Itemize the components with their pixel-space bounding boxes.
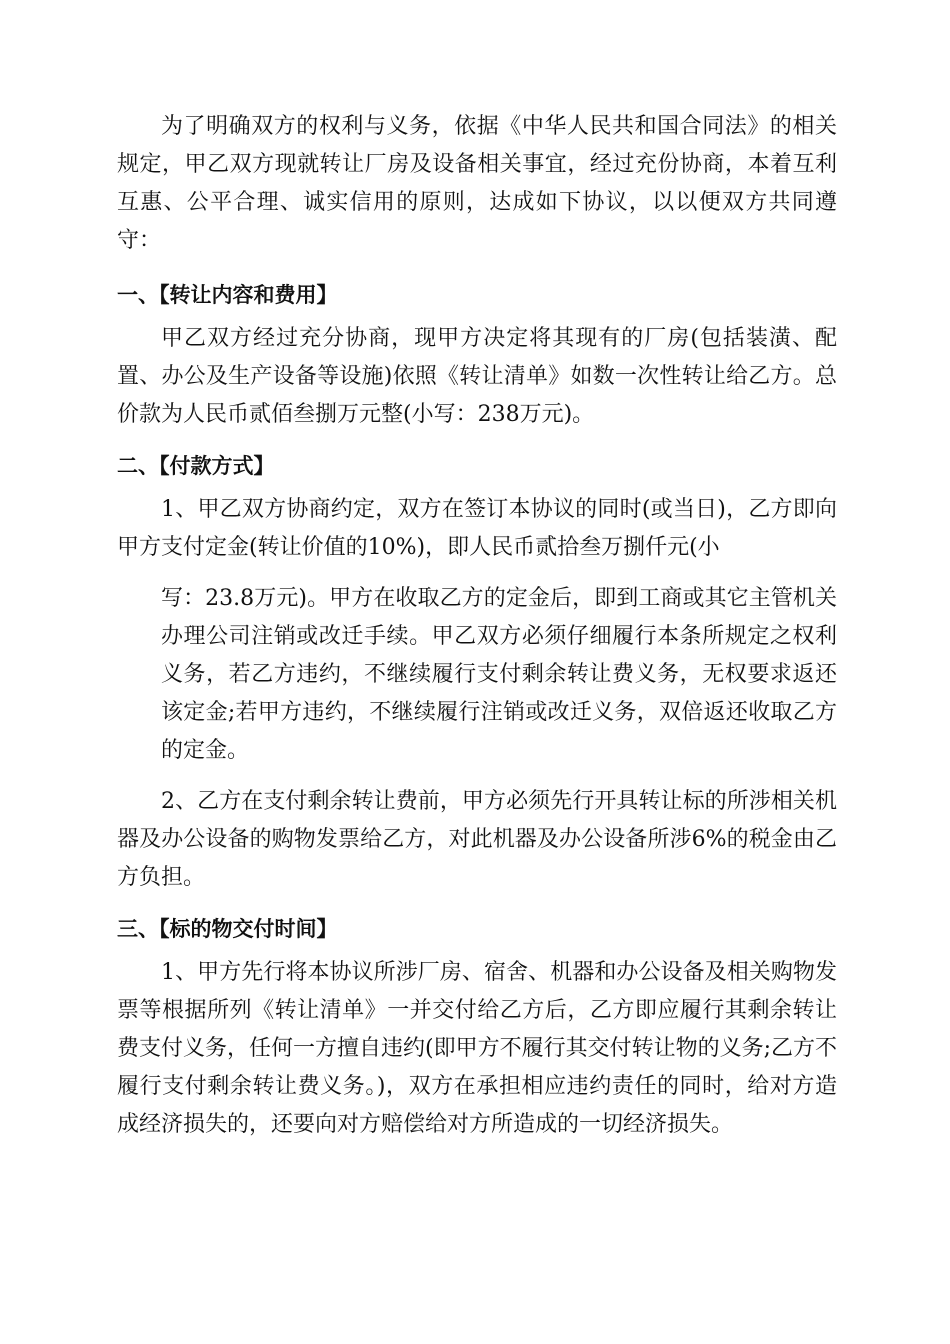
- section-3-heading: 三、【标的物交付时间】: [117, 917, 338, 941]
- document-body: [117, 108, 837, 1144]
- intro-paragraph: 为了明确双方的权利与义务，依据《中华人民共和国合同法》的相关规定，甲乙双方现就转让厂房及设备相关事宜，经过充份协商，本着互利互惠、公平合理、诚实信用的原则，达成如下协议，以以便双方共同遵守：: [117, 114, 837, 253]
- section-2-paragraph-2: 2、乙方在支付剩余转让费前，甲方必须先行开具转让标的所涉相关机器及办公设备的购物发票给乙方，对此机器及办公设备所涉6%的税金由乙方负担。: [117, 789, 837, 890]
- section-2-heading: 二、【付款方式】: [117, 454, 275, 478]
- section-1-paragraph: 甲乙双方经过充分协商，现甲方决定将其现有的厂房(包括装潢、配置、办公及生产设备等设施)依照《转让清单》如数一次性转让给乙方。总价款为人民币贰佰叁捌万元整(小写：238万元)。: [117, 326, 837, 427]
- section-3-paragraph-1: 1、甲方先行将本协议所涉厂房、宿舍、机器和办公设备及相关购物发票等根据所列《转让清单》一并交付给乙方后，乙方即应履行其剩余转让费支付义务，任何一方擅自违约(即甲方不履行其交付转让物的义务;乙方不履行支付剩余转让费义务。)，双方在承担相应违约责任的同时，给对方造成经济损失的，还要向对方赔偿给对方所造成的一切经济损失。: [117, 960, 837, 1137]
- section-2-paragraph-1: 1、甲乙双方协商约定，双方在签订本协议的同时(或当日)，乙方即向甲方支付定金(转让价值的10%)，即人民币贰拾叁万捌仟元(小: [117, 497, 837, 560]
- section-1-heading: 一、【转让内容和费用】: [117, 283, 338, 307]
- section-2-paragraph-1-continued: 写：23.8万元)。甲方在收取乙方的定金后，即到工商或其它主管机关办理公司注销或改迁手续。甲乙双方必须仔细履行本条所规定之权利义务，若乙方违约，不继续履行支付剩余转让费义务，无权要求返还该定金;若甲方违约，不继续履行注销或改迁义务，双倍返还收取乙方的定金。: [161, 586, 837, 763]
